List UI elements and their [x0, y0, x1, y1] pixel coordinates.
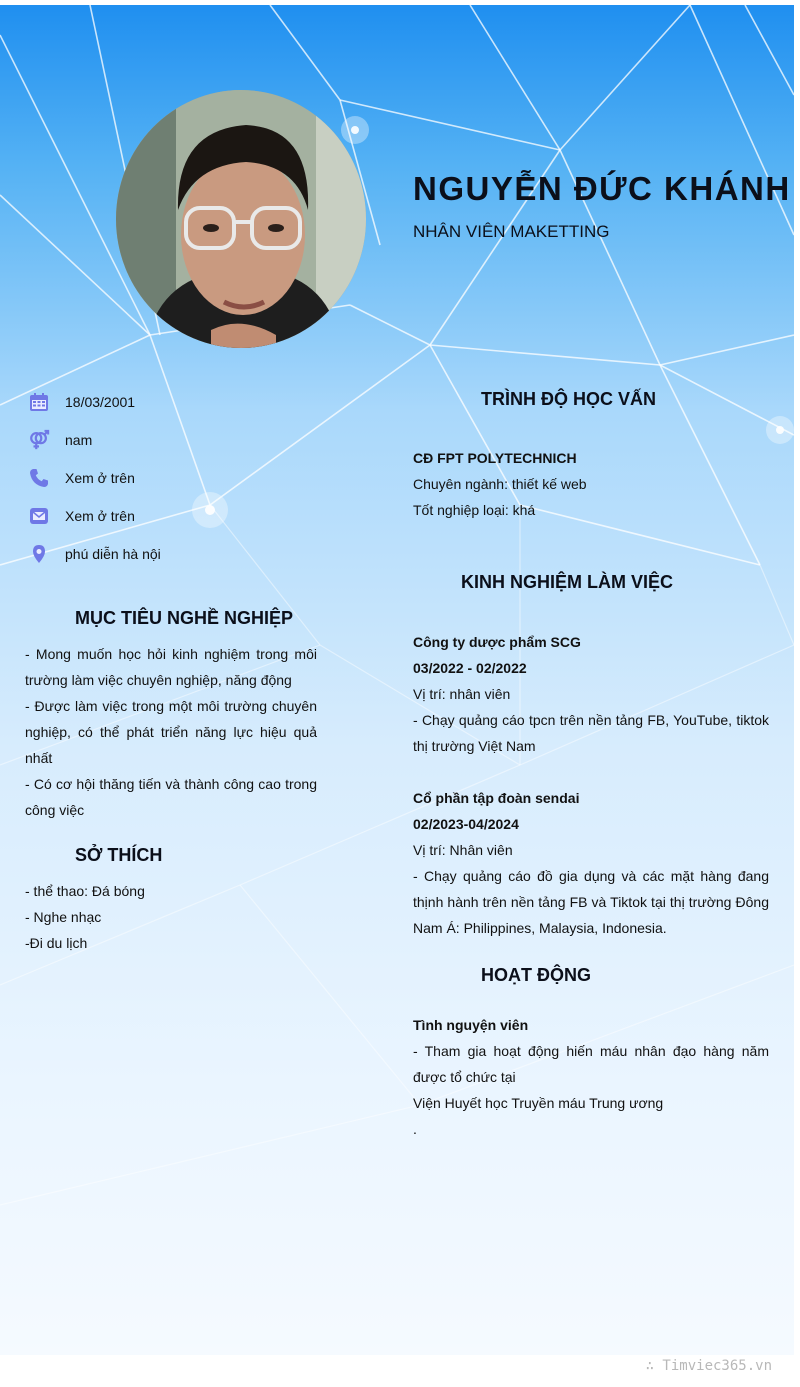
- calendar-icon: [28, 391, 50, 413]
- candidate-position: NHÂN VIÊN MAKETTING: [413, 222, 610, 241]
- info-email: [28, 503, 135, 529]
- experience-job-1: [413, 629, 769, 759]
- activity-line: .: [413, 1121, 417, 1137]
- phone-icon: [28, 467, 50, 489]
- objective-line: - Có cơ hội thăng tiến và thành công cao trong công việc: [25, 776, 317, 818]
- job-company: Công ty dược phẩm SCG: [413, 634, 581, 650]
- hobby-item: -Đi du lịch: [25, 935, 88, 951]
- footer-brand: ∴ Timviec365.vn: [645, 1358, 772, 1374]
- job-role: Vị trí: Nhân viên: [413, 842, 513, 858]
- objective-line: - Được làm việc trong một môi trường chuyên nghiệp, có thể phát triển năng lực hiệu quả nhất: [25, 698, 317, 766]
- objective-text: [25, 641, 317, 823]
- gender-text: nam: [65, 432, 93, 448]
- birthday-text: 18/03/2001: [65, 394, 136, 410]
- activity-name: Tình nguyện viên: [413, 1017, 529, 1033]
- activity-line: - Tham gia hoạt động hiến máu nhân đạo hàng năm được tổ chức tại: [413, 1043, 769, 1085]
- job-company: Cổ phần tập đoàn sendai: [413, 790, 580, 806]
- job-role: Vị trí: nhân viên: [413, 686, 511, 702]
- experience-title: KINH NGHIỆM LÀM VIỆC: [461, 572, 674, 592]
- info-birthday: [28, 389, 136, 415]
- school-name: CĐ FPT POLYTECHNICH: [413, 450, 577, 466]
- activity-line: Viện Huyết học Truyền máu Trung ương: [413, 1095, 664, 1111]
- education-grade: Tốt nghiệp loại: khá: [413, 502, 536, 518]
- info-gender: [28, 427, 93, 453]
- experience-job-2: [413, 785, 769, 941]
- objective-title: MỤC TIÊU NGHỀ NGHIỆP: [75, 608, 294, 628]
- hobbies-list: [25, 878, 317, 956]
- activities-details: [413, 1012, 769, 1142]
- info-phone: [28, 465, 135, 491]
- activities-title: HOẠT ĐỘNG: [481, 965, 591, 985]
- email-text: Xem ở trên: [65, 508, 135, 524]
- education-title: TRÌNH ĐỘ HỌC VẤN: [481, 389, 656, 409]
- phone-text: Xem ở trên: [65, 470, 135, 486]
- job-description: - Chạy quảng cáo tpcn trên nền tảng FB, YouTube, tiktok thị trường Việt Nam: [413, 712, 769, 754]
- profile-photo: [116, 90, 366, 348]
- job-period: 02/2023-04/2024: [413, 816, 519, 832]
- hobbies-title: SỞ THÍCH: [75, 845, 163, 865]
- email-icon: [28, 505, 50, 527]
- hobby-item: - Nghe nhạc: [25, 909, 102, 925]
- hobby-item: - thể thao: Đá bóng: [25, 883, 145, 899]
- location-icon: [28, 543, 50, 565]
- cv-page: [0, 5, 794, 1355]
- gender-icon: [28, 429, 50, 451]
- candidate-name: NGUYỄN ĐỨC KHÁNH: [413, 170, 791, 207]
- job-period: 03/2022 - 02/2022: [413, 660, 527, 676]
- profile-photo-art: [116, 90, 366, 348]
- job-description: - Chạy quảng cáo đồ gia dụng và các mặt hàng đang thịnh hành trên nền tảng FB và Tiktok tại thị trường Đông Nam Á: Philippines, Malaysia, Indonesia.: [413, 868, 769, 936]
- address-text: phú diễn hà nội: [65, 546, 161, 562]
- info-address: [28, 541, 161, 567]
- education-details: [413, 445, 769, 523]
- education-major: Chuyên ngành: thiết kế web: [413, 476, 587, 492]
- objective-line: - Mong muốn học hỏi kinh nghiệm trong môi trường làm việc chuyên nghiệp, năng động: [25, 646, 317, 688]
